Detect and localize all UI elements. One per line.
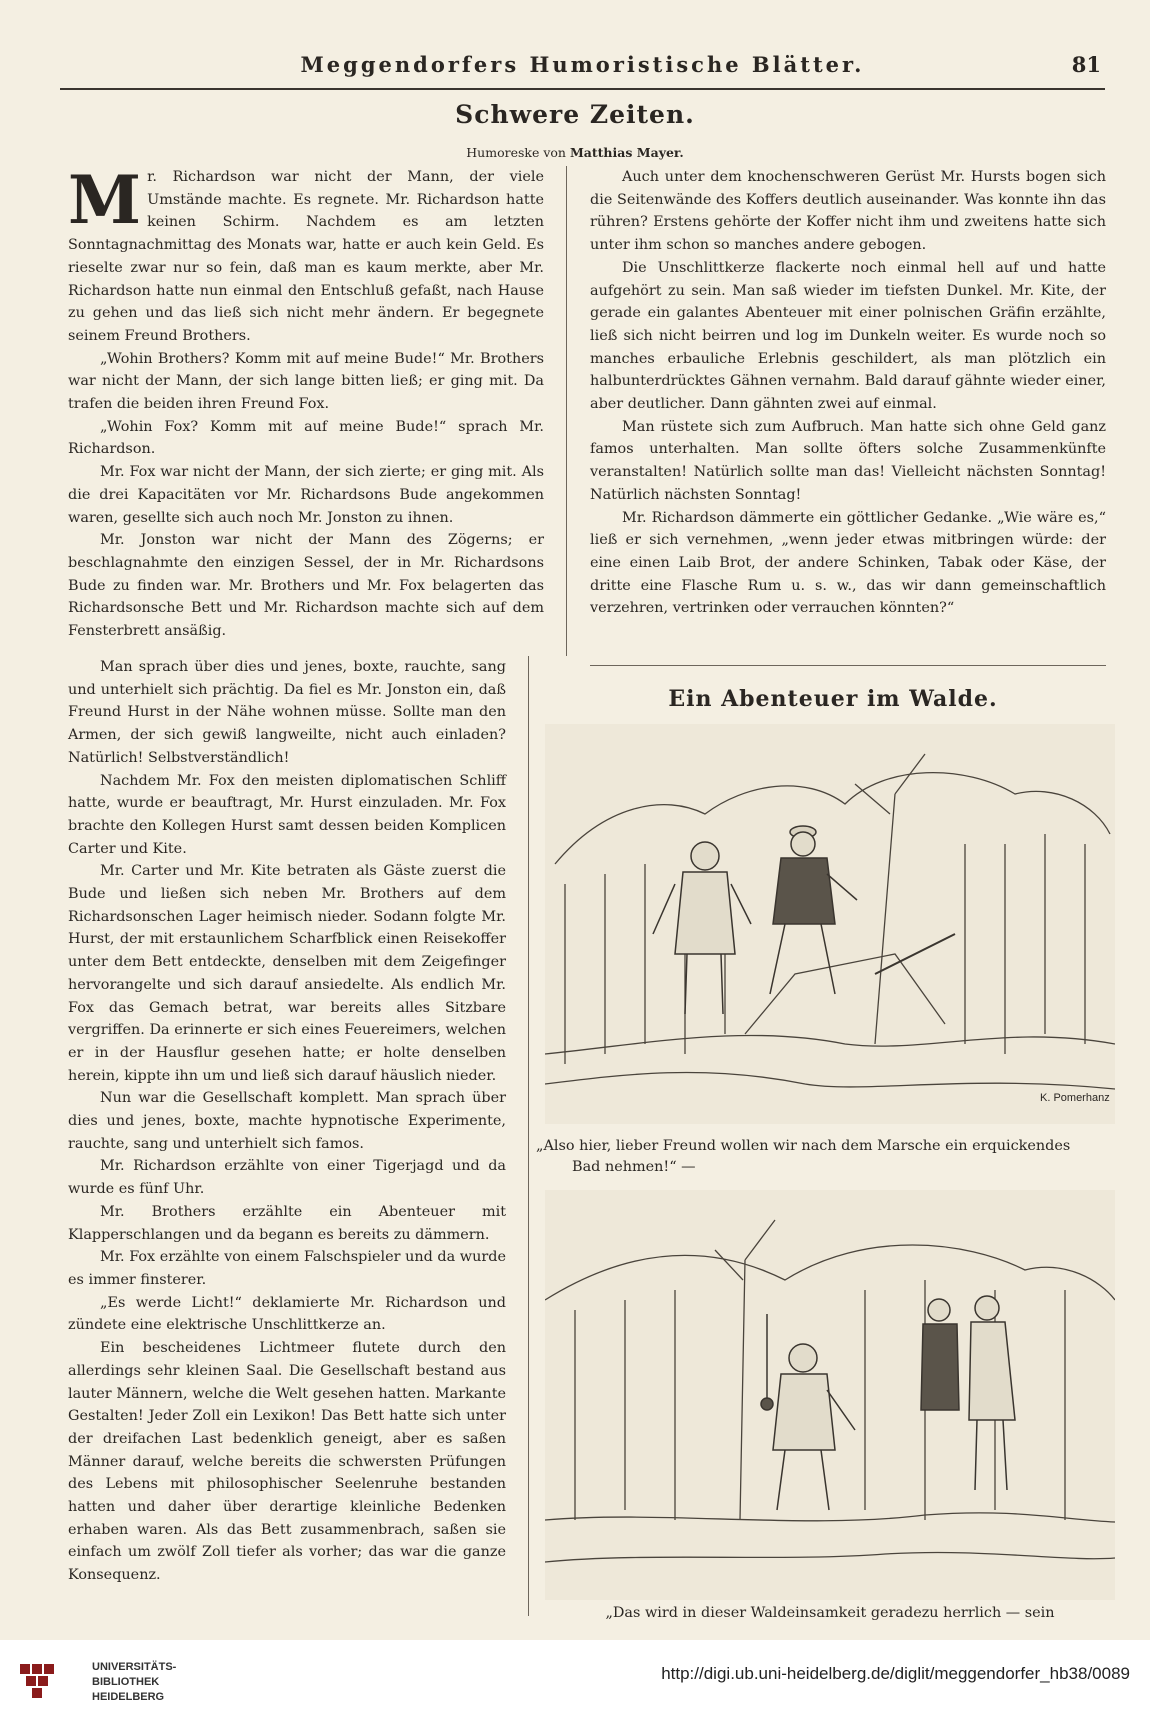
cartoon-illustration-1 (545, 724, 1115, 1124)
caption-line: „Also hier, lieber Freund wollen wir nach dem Marsche ein erquickendes (536, 1138, 1071, 1154)
paragraph: Mr. Brothers erzählte ein Abenteuer mit Klapperschlangen und da begann es bereits zu dämmern. (68, 1203, 506, 1243)
byline-prefix: Humoreske von (466, 145, 566, 160)
paragraph: Die Unschlittkerze flackerte noch einmal hell auf und hatte aufgehört zu sein. Man saß wieder im tiefsten Dunkel. Mr. Kite, der gerade ein galantes Abenteuer mit einer polnischen Gräfin erzählte, ließ sich nicht beirren und log im Dunkeln weiter. Es wurde noch so manches erbauliche Erlebnis geschildert, als man plötzlich ein halbunterdrücktes Gähnen vernahm. Bald darauf gähnte wieder einer, aber deutlicher. Dann gähnten zwei auf einmal. (590, 259, 1106, 413)
library-name: UNIVERSITÄTS- BIBLIOTHEK HEIDELBERG (92, 1661, 177, 1703)
source-url-link[interactable]: http://digi.ub.uni-heidelberg.de/diglit/meggendorfer_hb38/0089 (661, 1664, 1130, 1683)
running-title: Meggendorfers Humoristische Blätter. (300, 52, 865, 77)
paragraph: Nun war die Gesellschaft komplett. Man sprach über dies und jenes, boxte, machte hypnotische Experimente, rauchte, sang und unterhielt sich famos. (68, 1090, 506, 1152)
paragraph: Man sprach über dies und jenes, boxte, rauchte, sang und unterhielt sich prächtig. Da fiel es Mr. Jonston ein, daß Freund Hurst in der Nähe wohnen müsse. Sollte man den Armen, der sich gewiß langweilte, nicht auch einladen? Natürlich! Selbstverständlich! (68, 659, 506, 766)
paragraph: Man rüstete sich zum Aufbruch. Man hatte sich ohne Geld ganz famos unterhalten. Man sollte öfters solche Zusammenkünfte veranstalten! Natürlich sollte man das! Vielleicht nächsten Sonntag! Natürlich nächsten Sonntag! (590, 418, 1106, 503)
paragraph: Mr. Carter und Mr. Kite betraten als Gäste zuerst die Bude und ließen sich neben Mr. Brothers auf dem Richardsonschen Lager heimisch nieder. Sodann folgte Mr. Hurst, der mit erstaunlichem Scharfblick einen Reisekoffer unter dem Bett entdeckte, denselben mit dem Zeigefinger hervorangelte und sich darauf ansiedelte. Als endlich Mr. Fox das Gemach betrat, war bereits alles Sitzbare vergriffen. Da erinnerte er sich eines Feuereimers, welchen er in der Hausflur gesehen hatte; er holte denselben herein, kippte ihn um und ließ sich darauf häuslich nieder. (68, 863, 506, 1084)
cartoon-caption-1 (536, 1136, 1136, 1178)
paragraph: Mr. Richardson dämmerte ein göttlicher Gedanke. „Wie wäre es,“ ließ er sich vernehmen, „wenn jeder etwas mitbringen würde: der eine einen Laib Brot, der andere Schinken, Tabak oder Käse, der dritte eine Flasche Rum u. s. w., das wir dann gemeinschaftlich verzehren, vertrinken oder verrauchen könnten?“ (590, 509, 1106, 617)
library-footer (0, 1640, 1150, 1723)
running-header (60, 48, 1105, 90)
paragraph: Mr. Fox erzählte von einem Falschspieler und da wurde es immer finsterer. (68, 1249, 506, 1288)
author: Matthias Mayer. (569, 145, 684, 160)
column-divider (528, 656, 529, 1616)
page-number: 81 (1071, 52, 1101, 77)
paragraph: Mr. Jonston war nicht der Mann des Zögerns; er beschlagnahmte den einzigen Sessel, der in Mr. Richardsons Bude zu finden war. Mr. Brothers und Mr. Fox belagerten das Richardsonsche Bett und Mr. Richardson machte sich auf dem Fensterbrett ansäßig. (68, 532, 544, 640)
right-column-top (590, 166, 1106, 620)
byline (0, 145, 1150, 160)
article-title: Schwere Zeiten. (455, 100, 695, 129)
bathing-scene-icon (545, 1190, 1115, 1600)
column-divider (566, 166, 567, 656)
paragraph: Ein bescheidenes Lichtmeer flutete durch den allerdings sehr kleinen Saal. Die Gesellschaft bestand aus lauter Männern, welche die Welt gesehen hatten. Markante Gestalten! Jeder Zoll ein Lexikon! Das Bett hatte sich unter der dreifachen Last bedenklich geneigt, aber es saßen Männer darauf, welche bereits die schwersten Prüfungen des Lebens mit philosophischer Seelenruhe bestanden hatten und daher über derartige kleinliche Bedenken erhaben waren. Als das Bett zusammenbrach, saßen sie einfach um zwölf Zoll tiefer als vorher; das war die ganze Konsequenz. (68, 1340, 506, 1584)
section-divider (590, 665, 1106, 666)
cartoon-illustration-2 (545, 1190, 1115, 1600)
university-library-logo-icon (18, 1658, 80, 1712)
forest-scene-icon (545, 724, 1115, 1124)
paragraph: Nachdem Mr. Fox den meisten diplomatischen Schliff hatte, wurde er beauftragt, Mr. Hurst einzuladen. Mr. Fox brachte den Kollegen Hurst samt dessen beiden Komplicen Carter und Kite. (68, 772, 506, 857)
paragraph: Mr. Richardson erzählte von einer Tigerjagd und da wurde es fünf Uhr. (68, 1158, 506, 1198)
dropcap: M (68, 161, 142, 239)
paragraph: Mr. Fox war nicht der Mann, der sich zierte; er ging mit. Als die drei Kapacitäten vor Mr. Richardsons Bude angekommen waren, gesellte sich auch noch Mr. Jonston zu ihnen. (68, 464, 544, 526)
paragraph: Mr. Richardson war nicht der Mann, der viele Umstände machte. Es regnete. Mr. Richardson hatte keinen Schirm. Nachdem es am letzten Sonntagnachmittag des Monats war, hatte er auch kein Geld. Es rieselte zwar nur so fein, daß man es kaum merkte, aber Mr. Richardson hatte nun einmal den Entschluß gefaßt, nach Hause zu gehen und das ließ sich nicht mehr ändern. Er begegnete seinem Freund Brothers. (68, 161, 544, 344)
left-column-top (68, 161, 544, 643)
artist-signature: K. Pomerhanz (1040, 1092, 1110, 1104)
left-column-bottom (68, 656, 506, 1587)
cartoon-title: Ein Abenteuer im Walde. (668, 686, 998, 712)
paragraph: „Wohin Brothers? Komm mit auf meine Bude!“ Mr. Brothers war nicht der Mann, der sich lange bitten ließ; er ging mit. Da trafen die beiden ihren Freund Fox. (68, 350, 544, 413)
paragraph: „Es werde Licht!“ deklamierte Mr. Richardson und zündete eine elektrische Unschlittkerze an. (68, 1294, 506, 1334)
caption-line: Bad nehmen!“ — (572, 1159, 696, 1175)
paragraph: „Wohin Fox? Komm mit auf meine Bude!“ sprach Mr. Richardson. (68, 418, 544, 458)
paragraph: Auch unter dem knochenschweren Gerüst Mr. Hursts bogen sich die Seitenwände des Koffers deutlich auseinander. Was konnte ihn das rühren? Erstens gehörte der Koffer nicht ihm und zweitens hatte sich unter ihm schon so manches andere gebogen. (590, 169, 1106, 254)
cartoon-caption-2: „Das wird in dieser Waldeinsamkeit geradezu herrlich — sein (605, 1605, 1055, 1621)
